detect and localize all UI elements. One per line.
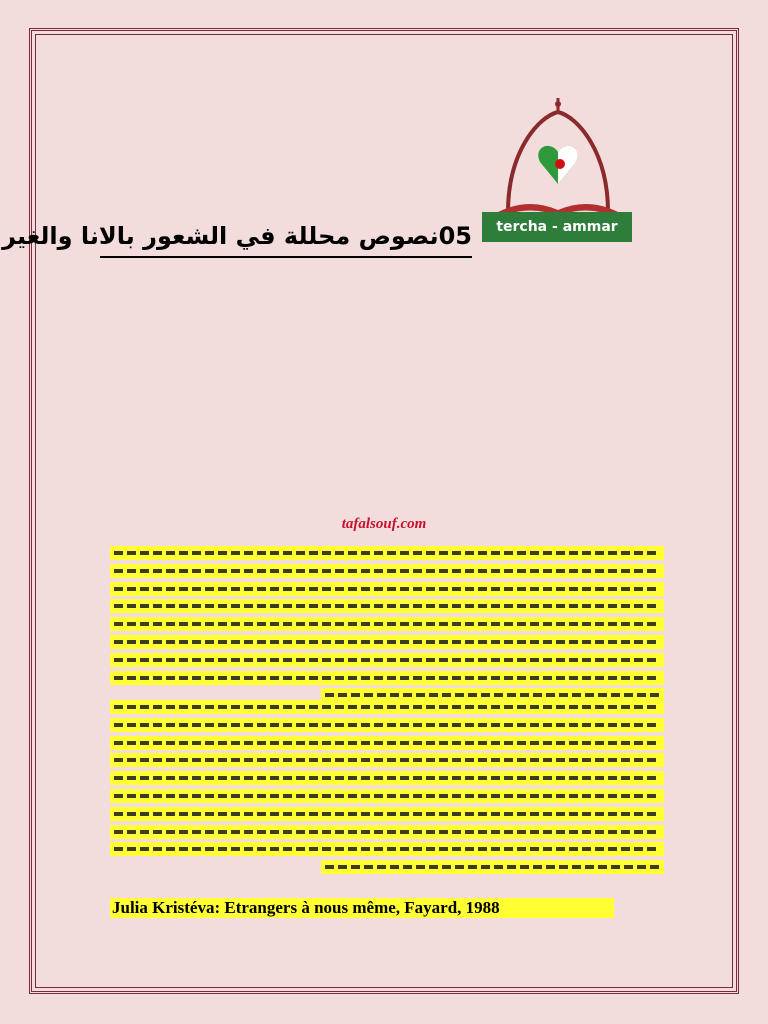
paragraph-line — [110, 789, 664, 803]
page-heading: 05نصوص محللة في الشعور بالانا والغير — [100, 222, 472, 258]
paragraph-line — [110, 671, 664, 685]
paragraph-line — [110, 825, 664, 839]
paragraph-line — [110, 546, 664, 560]
quote-paragraph-2 — [110, 700, 664, 878]
paragraph-line — [110, 718, 664, 732]
paragraph-line — [110, 771, 664, 785]
paragraph-line — [110, 635, 664, 649]
logo-banner: tercha - ammar — [482, 212, 632, 242]
paragraph-line — [110, 599, 664, 613]
paragraph-line — [110, 736, 664, 750]
paragraph-line — [110, 700, 664, 714]
paragraph-line — [110, 753, 664, 767]
paragraph-line — [110, 807, 664, 821]
paragraph-line — [110, 842, 664, 856]
citation: Julia Kristéva: Etrangers à nous même, Fayard, 1988 — [110, 898, 614, 918]
paragraph-line — [110, 564, 664, 578]
paragraph-line — [110, 582, 664, 596]
quote-paragraph-1 — [110, 546, 664, 706]
website-label[interactable]: tafalsouf.com — [341, 516, 427, 532]
paragraph-line — [110, 617, 664, 631]
paragraph-line — [321, 860, 664, 874]
paragraph-line — [110, 653, 664, 667]
